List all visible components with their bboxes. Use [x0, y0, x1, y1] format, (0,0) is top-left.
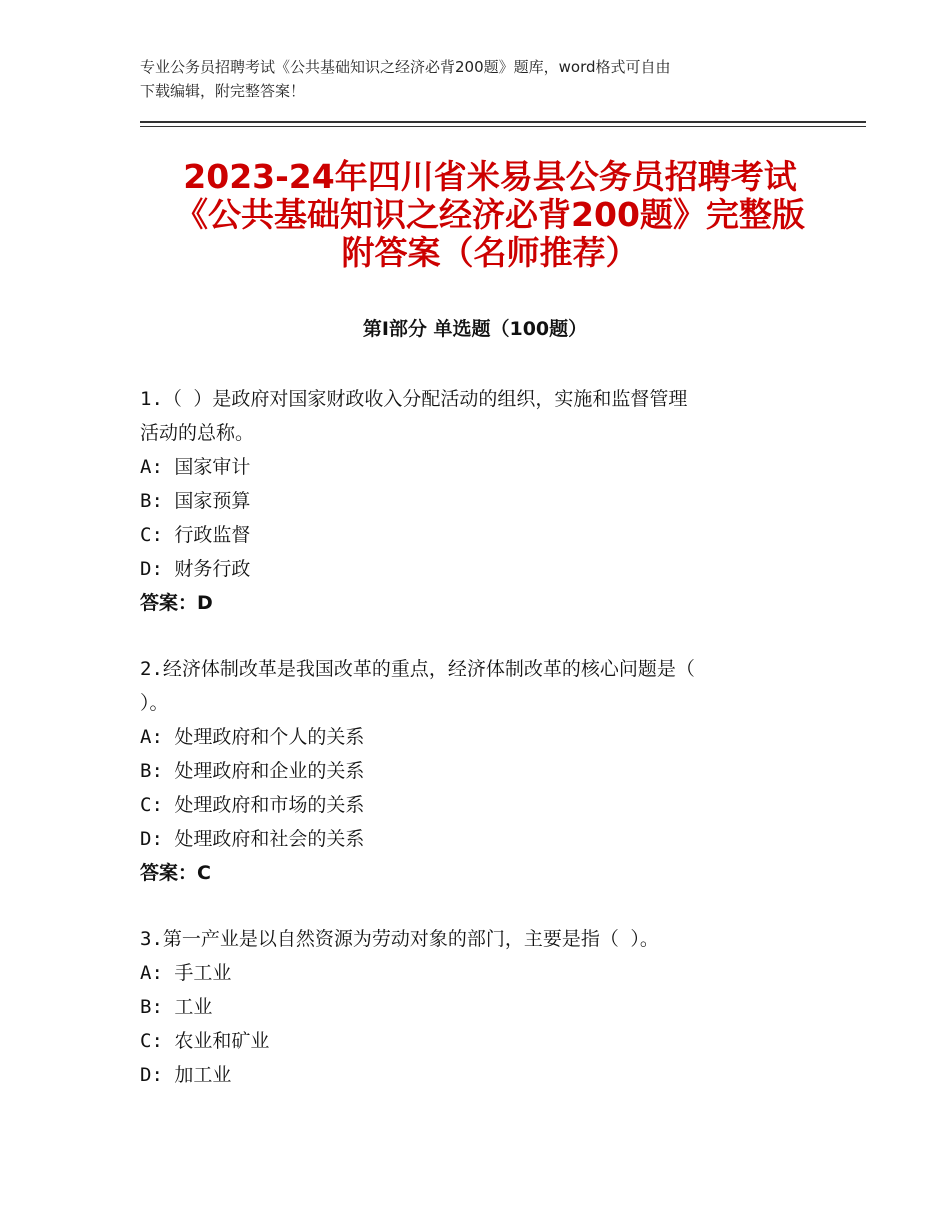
- option-d: D: 加工业: [140, 1064, 232, 1086]
- option-c: C: 处理政府和市场的关系: [140, 794, 365, 816]
- document-title: [120, 158, 860, 272]
- option-c: C: 农业和矿业: [140, 1030, 270, 1052]
- option-b: B: 工业: [140, 996, 213, 1018]
- title-line-3: 附答案（名师推荐）: [341, 233, 639, 272]
- title-line-1: 2023-24年四川省米易县公务员招聘考试: [183, 157, 797, 196]
- question-stem-line-2: 活动的总称。: [140, 422, 255, 444]
- option-a: A: 处理政府和个人的关系: [140, 726, 365, 748]
- option-b: B: 处理政府和企业的关系: [140, 760, 365, 782]
- option-a: A: 国家审计: [140, 456, 251, 478]
- question-1: [140, 382, 820, 620]
- option-d: D: 处理政府和社会的关系: [140, 828, 365, 850]
- option-a: A: 手工业: [140, 962, 232, 984]
- question-3: [140, 922, 820, 1092]
- option-d: D: 财务行政: [140, 558, 251, 580]
- header-note-line-2: 下载编辑，附完整答案！: [140, 82, 306, 100]
- section-title: 第Ⅰ部分 单选题（100题）: [362, 318, 588, 340]
- title-line-2: 《公共基础知识之经济必背200题》完整版: [175, 195, 805, 234]
- question-list: [140, 382, 820, 1124]
- header-note-line-1: 专业公务员招聘考试《公共基础知识之经济必背200题》题库，word格式可自由: [140, 58, 671, 76]
- header-divider-thin: [140, 126, 866, 127]
- question-stem-line-1: 2.经济体制改革是我国改革的重点，经济体制改革的核心问题是（: [140, 658, 695, 680]
- answer-label: 答案：C: [140, 862, 211, 884]
- option-b: B: 国家预算: [140, 490, 251, 512]
- question-stem-line-1: 3.第一产业是以自然资源为劳动对象的部门，主要是指（ ）。: [140, 928, 659, 950]
- question-stem-line-2: ）。: [140, 692, 169, 714]
- header-divider-thick: [140, 121, 866, 123]
- answer-label: 答案：D: [140, 592, 213, 614]
- question-stem-line-1: 1.（ ）是政府对国家财政收入分配活动的组织，实施和监督管理: [140, 388, 688, 410]
- option-c: C: 行政监督: [140, 524, 251, 546]
- header-note: [140, 55, 820, 103]
- question-2: [140, 652, 820, 890]
